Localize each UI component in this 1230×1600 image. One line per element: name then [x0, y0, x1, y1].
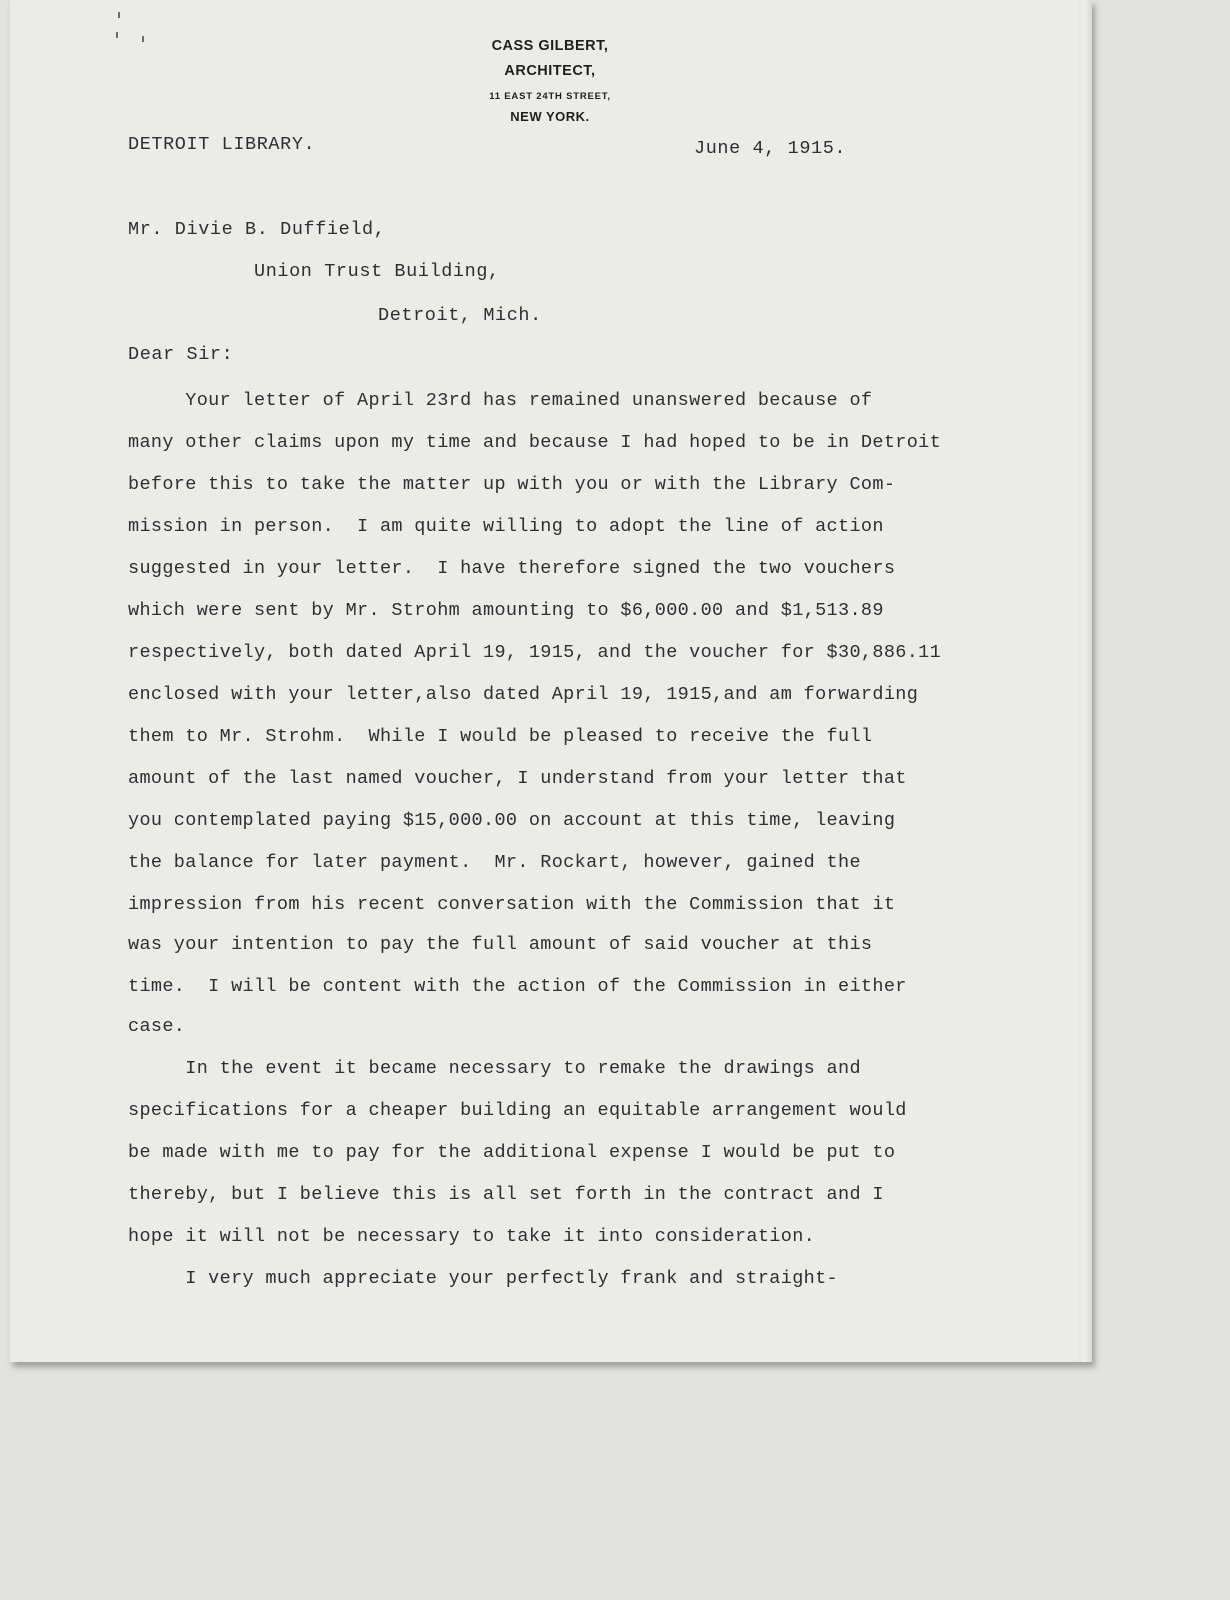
body-line: amount of the last named voucher, I understand from your letter that	[128, 768, 907, 789]
recipient-city: Detroit, Mich.	[378, 305, 542, 326]
salutation: Dear Sir:	[128, 344, 234, 365]
body-line: Your letter of April 23rd has remained unanswered because of	[128, 390, 873, 411]
body-line: time. I will be content with the action of the Commission in either	[128, 976, 907, 997]
body-line: In the event it became necessary to remake the drawings and	[128, 1058, 861, 1079]
body-line: them to Mr. Strohm. While I would be pleased to receive the full	[128, 726, 873, 747]
page-fold	[1078, 0, 1092, 1362]
letterhead-name: CASS GILBERT,	[491, 38, 609, 54]
body-line: was your intention to pay the full amount of said voucher at this	[128, 934, 873, 955]
body-line: you contemplated paying $15,000.00 on account at this time, leaving	[128, 810, 896, 831]
letterhead-title: ARCHITECT,	[504, 63, 596, 79]
body-line: impression from his recent conversation with the Commission that it	[128, 894, 896, 915]
body-line: which were sent by Mr. Strohm amounting to $6,000.00 and $1,513.89	[128, 600, 884, 621]
recipient-name: Mr. Divie B. Duffield,	[128, 219, 386, 240]
body-line: mission in person. I am quite willing to adopt the line of action	[128, 516, 884, 537]
body-line: the balance for later payment. Mr. Rockart, however, gained the	[128, 852, 861, 873]
body-line: case.	[128, 1016, 186, 1037]
paper-mark	[142, 36, 144, 42]
body-line: respectively, both dated April 19, 1915, and the voucher for $30,886.11	[128, 642, 942, 663]
body-line: be made with me to pay for the additional expense I would be put to	[128, 1142, 896, 1163]
body-line: thereby, but I believe this is all set forth in the contract and I	[128, 1184, 884, 1205]
letterhead-city: NEW YORK.	[510, 109, 590, 124]
body-line: enclosed with your letter,also dated April 19, 1915,and am forwarding	[128, 684, 919, 705]
body-line: specifications for a cheaper building an equitable arrangement would	[128, 1100, 907, 1121]
recipient-building: Union Trust Building,	[254, 261, 500, 282]
letterhead-address: 11 EAST 24TH STREET,	[489, 91, 611, 102]
paper-mark	[116, 32, 118, 38]
body-line: suggested in your letter. I have therefore signed the two vouchers	[128, 558, 896, 579]
letter-date: June 4, 1915.	[694, 138, 847, 159]
subject-line: DETROIT LIBRARY.	[128, 134, 316, 155]
body-line: many other claims upon my time and because I had hoped to be in Detroit	[128, 432, 942, 453]
paper-mark	[118, 12, 120, 18]
body-line: I very much appreciate your perfectly frank and straight-	[128, 1268, 839, 1289]
body-line: hope it will not be necessary to take it into consideration.	[128, 1226, 816, 1247]
body-line: before this to take the matter up with you or with the Library Com-	[128, 474, 896, 495]
